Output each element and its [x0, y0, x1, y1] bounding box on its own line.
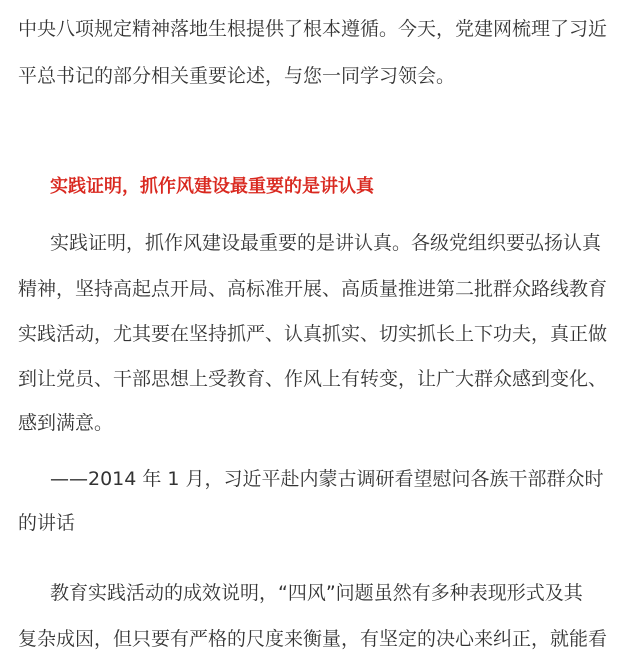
- paragraph1-line-1: 实践证明，抓作风建设最重要的是讲认真。各级党组织要弘扬认真: [50, 232, 602, 254]
- source1-line-1: ——2014 年 1 月，习近平赴内蒙古调研看望慰问各族干部群众时: [50, 468, 604, 490]
- paragraph1-line-3: 实践活动，尤其要在坚持抓严、认真抓实、切实抓长上下功夫，真正做: [18, 323, 608, 345]
- paragraph1-line-4: 到让党员、干部思想上受教育、作风上有转变，让广大群众感到变化、: [18, 368, 608, 390]
- section-heading: 实践证明，抓作风建设最重要的是讲认真: [50, 176, 374, 197]
- paragraph1-line-2: 精神，坚持高起点开局、高标准开展、高质量推进第二批群众路线教育: [18, 278, 608, 300]
- paragraph2-line-1: 教育实践活动的成效说明，“四风”问题虽然有多种表现形式及其: [50, 582, 583, 604]
- paragraph2-line-2: 复杂成因，但只要有严格的尺度来衡量，有坚定的决心来纠正，就能看: [18, 628, 608, 650]
- paragraph1-line-5: 感到满意。: [18, 412, 114, 434]
- intro-line-2: 平总书记的部分相关重要论述，与您一同学习领会。: [18, 65, 456, 87]
- intro-line-1: 中央八项规定精神落地生根提供了根本遵循。今天，党建网梳理了习近: [18, 18, 608, 40]
- source1-line-2: 的讲话: [18, 512, 76, 534]
